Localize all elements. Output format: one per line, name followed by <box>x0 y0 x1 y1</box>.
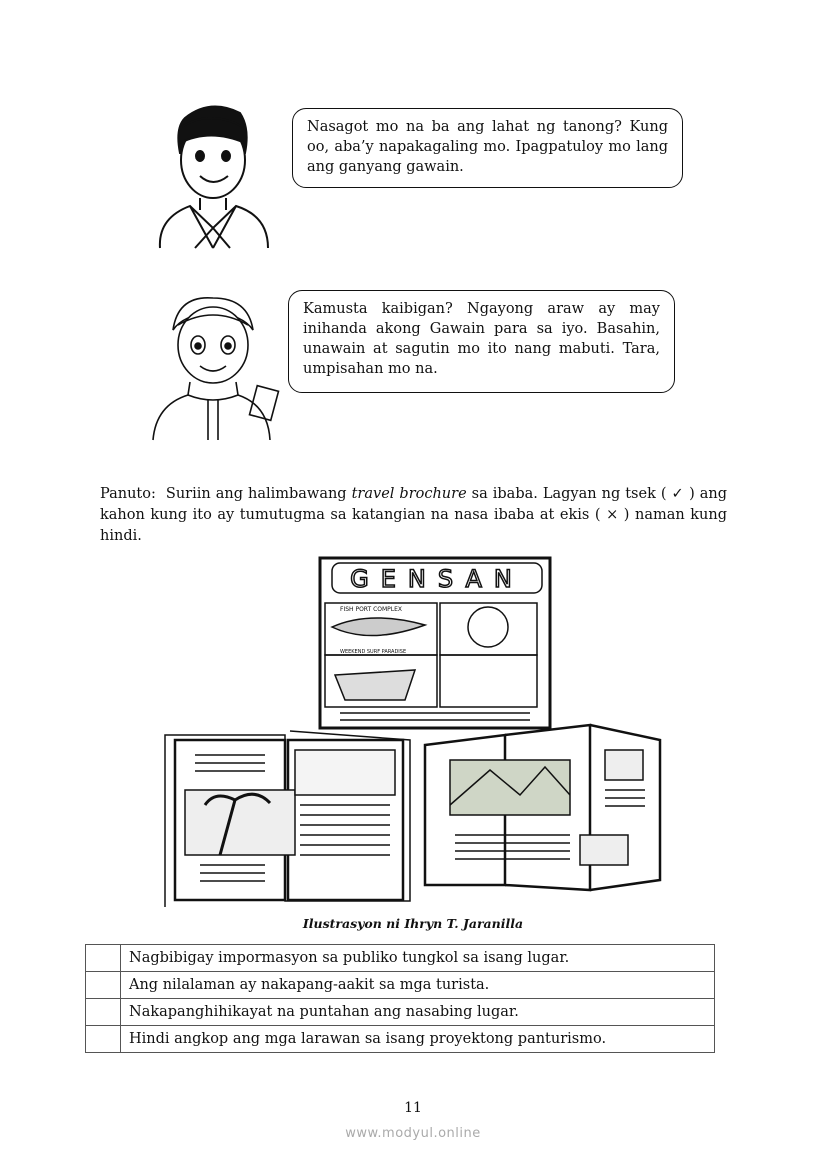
watermark: www.modyul.online <box>345 1126 481 1141</box>
table-row <box>86 972 715 999</box>
criterion-text: Ang nilalaman ay nakapang-aakit sa mga turista. <box>121 972 715 999</box>
speech-bubble-2 <box>288 290 675 393</box>
criteria-table <box>85 944 715 1053</box>
illustration-caption: Ilustrasyon ni Ihryn T. Jaranilla <box>302 916 524 931</box>
page-number: 11 <box>404 1100 422 1116</box>
brochure-illustration <box>160 555 665 907</box>
brochure-title: GENSAN <box>350 565 524 593</box>
criterion-text: Nakapanghihikayat na puntahan ang nasabing lugar. <box>121 999 715 1026</box>
instructions-text-1: Suriin ang halimbawang <box>165 486 352 502</box>
table-row <box>86 945 715 972</box>
instructions-italic: travel brochure <box>351 486 467 502</box>
boy-character-illustration <box>150 98 280 253</box>
criterion-text: Hindi angkop ang mga larawan sa isang proyektong panturismo. <box>121 1026 715 1053</box>
criterion-text: Nagbibigay impormasyon sa publiko tungkol sa isang lugar. <box>121 945 715 972</box>
speech-text-2: Kamusta kaibigan? Ngayong araw ay may inihanda akong Gawain para sa iyo. Basahin, unawain at sagutin mo ito nang mabuti. Tara, umpisahan mo na. <box>303 301 660 377</box>
check-box[interactable] <box>86 999 121 1026</box>
speech-bubble-1 <box>292 108 683 188</box>
instructions-text-2: sa ibaba. Lagyan ng tsek ( ✓ ) ang kahon kung ito ay tumutugma sa katangian na nasa ibaba at ekis ( × ) naman kung hindi. <box>100 486 727 544</box>
table-row <box>86 1026 715 1053</box>
speech-text-1: Nasagot mo na ba ang lahat ng tanong? Kung oo, aba’y napakagaling mo. Ipagpatuloy mo lang ang ganyang gawain. <box>307 119 668 175</box>
check-box[interactable] <box>86 972 121 999</box>
boy-character-2-illustration <box>148 290 283 445</box>
instructions <box>100 484 727 547</box>
table-row <box>86 999 715 1026</box>
check-box[interactable] <box>86 1026 121 1053</box>
panel-label-1: FISH PORT COMPLEX <box>340 606 403 613</box>
instructions-label: Panuto: <box>100 486 156 502</box>
panel-label-2: WEEKEND SURF PARADISE <box>340 649 407 655</box>
check-box[interactable] <box>86 945 121 972</box>
